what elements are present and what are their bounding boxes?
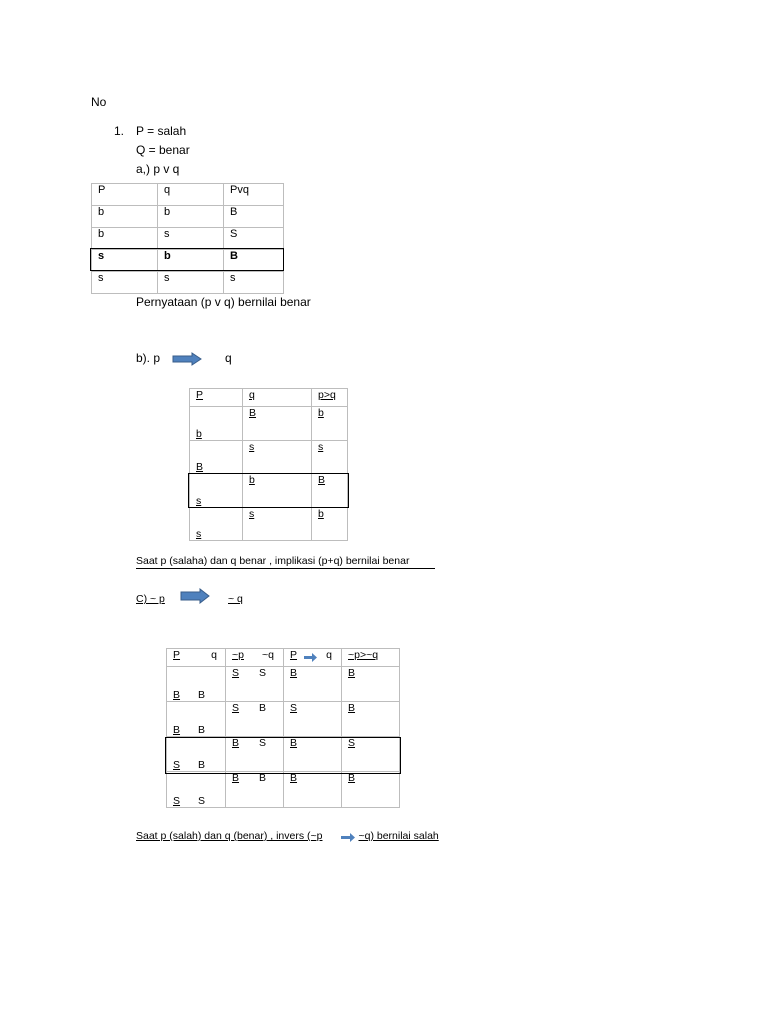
table-cell: s [92, 250, 158, 272]
table-row [167, 667, 400, 702]
conclusion-c-pre: Saat p (salah) dan q (benar) , invers (~p [136, 830, 323, 842]
conclusion-c [136, 830, 439, 842]
implication-arrow-icon [304, 653, 318, 662]
table-cell: S S [167, 772, 226, 808]
truth-table-c [166, 648, 400, 808]
heading: No [91, 95, 107, 109]
table-cell: s [224, 272, 284, 294]
highlight-box-a [90, 248, 284, 271]
q-definition: Q = benar [136, 143, 190, 157]
table-cell: b [243, 474, 312, 508]
truth-table-a [91, 183, 284, 294]
table-a-header: P [92, 184, 158, 206]
table-a-header: Pvq [224, 184, 284, 206]
implication-arrow-icon [341, 833, 356, 842]
table-cell: S [284, 702, 342, 737]
table-c-header: P q [284, 649, 342, 667]
part-c-q: ~ q [228, 593, 243, 605]
table-cell: B B [226, 772, 284, 808]
part-b-label: b). p [136, 351, 161, 365]
table-cell: b [92, 228, 158, 250]
table-cell: S B [167, 737, 226, 772]
p-definition: P = salah [136, 124, 187, 138]
table-b-header: p>q [312, 389, 348, 407]
implication-arrow-icon [180, 588, 210, 604]
table-cell: B [190, 441, 243, 474]
table-c-header: P q [167, 649, 226, 667]
table-row [92, 206, 284, 228]
table-cell: b [158, 250, 224, 272]
table-cell: S B [226, 702, 284, 737]
table-cell: B B [167, 667, 226, 702]
conclusion-a: Pernyataan (p v q) bernilai benar [136, 295, 311, 309]
implication-arrow-icon [172, 352, 202, 366]
part-a-label: a,) p v q [136, 162, 180, 176]
table-cell: s [158, 228, 224, 250]
table-cell: B [342, 772, 400, 808]
table-cell: b [158, 206, 224, 228]
conclusion-c-post: ~q) bernilai salah [358, 830, 439, 842]
table-cell: S S [226, 667, 284, 702]
table-cell: B [243, 407, 312, 441]
highlight-box-b [188, 473, 349, 508]
table-cell: b [312, 407, 348, 441]
table-cell: S [342, 737, 400, 772]
table-b-header: q [243, 389, 312, 407]
table-cell: S [224, 228, 284, 250]
table-cell: B [342, 667, 400, 702]
conclusion-b: Saat p (salaha) dan q benar , implikasi (p+q) bernilai benar [136, 555, 435, 569]
table-cell: s [312, 441, 348, 474]
truth-table-b [189, 388, 348, 541]
table-cell: B [284, 772, 342, 808]
table-row [167, 702, 400, 737]
table-row [190, 441, 348, 474]
table-cell: B [284, 667, 342, 702]
table-cell: s [243, 508, 312, 541]
table-b-header: P [190, 389, 243, 407]
table-row [92, 228, 284, 250]
table-row [92, 272, 284, 294]
table-cell: B [284, 737, 342, 772]
table-cell: s [190, 508, 243, 541]
table-cell: B B [167, 702, 226, 737]
table-cell: b [190, 407, 243, 441]
table-row [190, 508, 348, 541]
table-cell: B S [226, 737, 284, 772]
table-c-header: ~p ~q [226, 649, 284, 667]
table-cell: B [224, 250, 284, 272]
table-cell: B [312, 474, 348, 508]
table-cell: B [342, 702, 400, 737]
table-row [190, 407, 348, 441]
table-cell: b [312, 508, 348, 541]
table-cell: B [224, 206, 284, 228]
part-c-label: C) ~ p [136, 593, 165, 605]
table-cell: s [190, 474, 243, 508]
table-c-header: ~p>~q [342, 649, 400, 667]
table-cell: s [92, 272, 158, 294]
table-cell: s [158, 272, 224, 294]
table-cell: b [92, 206, 158, 228]
question-number: 1. [114, 124, 125, 138]
table-a-header: q [158, 184, 224, 206]
table-row [167, 772, 400, 808]
table-cell: s [243, 441, 312, 474]
highlight-box-c [165, 737, 401, 774]
part-b-q: q [225, 351, 232, 365]
